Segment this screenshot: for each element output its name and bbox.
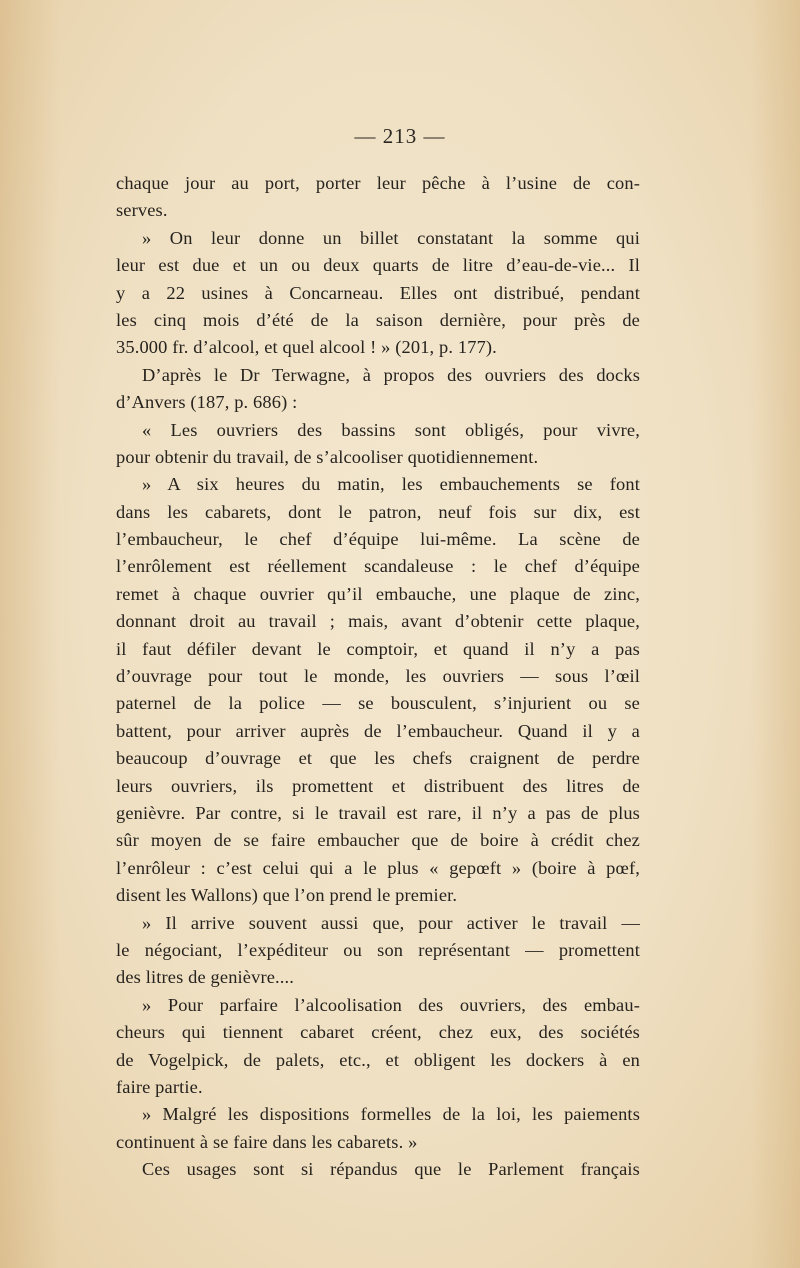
text-line: d’ouvrage pour tout le monde, les ouvriers — sous l’œil — [116, 666, 640, 687]
text-line: faire partie. — [116, 1076, 203, 1097]
text-line: pour obtenir du travail, de s’alcooliser quotidiennement. — [116, 446, 539, 467]
text-line: paternel de la police — se bousculent, s’injurient ou se — [116, 693, 640, 714]
text-line: genièvre. Par contre, si le travail est rare, il n’y a pas de plus — [116, 802, 640, 823]
text-line: les cinq mois d’été de la saison dernière, pour près de — [116, 309, 640, 330]
text-line: leur est due et un ou deux quarts de litre d’eau-de-vie... Il — [116, 255, 640, 276]
text-line: de Vogelpick, de palets, etc., et obligent les dockers à en — [116, 1049, 640, 1070]
text-line: serves. — [116, 200, 168, 221]
text-line: » Il arrive souvent aussi que, pour activer le travail — — [142, 912, 640, 933]
text-line: donnant droit au travail ; mais, avant d’obtenir cette plaque, — [116, 611, 640, 632]
page-edge-right — [750, 0, 800, 1268]
text-line: » Pour parfaire l’alcoolisation des ouvriers, des embau- — [142, 994, 640, 1015]
text-line: Ces usages sont si répandus que le Parlement français — [142, 1159, 640, 1180]
text-line: d’Anvers (187, p. 686) : — [116, 392, 298, 413]
text-line: sûr moyen de se faire embaucher que de boire à crédit chez — [116, 830, 640, 851]
text-line: il faut défiler devant le comptoir, et quand il n’y a pas — [116, 638, 640, 659]
text-line: chaque jour au port, porter leur pêche à l’usine de con- — [116, 173, 640, 193]
text-line: le négociant, l’expéditeur ou son représentant — promettent — [116, 939, 640, 960]
text-line: des litres de genièvre.... — [116, 967, 295, 988]
text-line: leurs ouvriers, ils promettent et distribuent des litres de — [116, 775, 640, 796]
text-line: cheurs qui tiennent cabaret créent, chez eux, des sociétés — [116, 1022, 640, 1043]
text-line: l’enrôlement est réellement scandaleuse : le chef d’équipe — [116, 556, 640, 577]
page-number: — 213 — — [354, 124, 446, 148]
text-line: l’enrôleur : c’est celui qui a le plus « gepœft » (boire à pœf, — [116, 857, 640, 878]
text-line: beaucoup d’ouvrage et que les chefs craignent de perdre — [116, 748, 640, 769]
text-line: « Les ouvriers des bassins sont obligés, pour vivre, — [142, 419, 640, 440]
text-line: battent, pour arriver auprès de l’embaucheur. Quand il y a — [116, 720, 640, 741]
text-line: » Malgré les dispositions formelles de la loi, les paiements — [142, 1104, 640, 1125]
text-line: » On leur donne un billet constatant la somme qui — [142, 227, 640, 248]
text-line: y a 22 usines à Concarneau. Elles ont distribué, pendant — [116, 282, 640, 303]
text-line: » A six heures du matin, les embauchements se font — [142, 474, 640, 495]
text-line: remet à chaque ouvrier qu’il embauche, une plaque de zinc, — [116, 583, 640, 604]
body-text — [116, 170, 640, 1183]
text-line: continuent à se faire dans les cabarets. » — [116, 1131, 418, 1152]
text-line: l’embaucheur, le chef d’équipe lui-même. La scène de — [116, 529, 640, 550]
page-edge-left — [0, 0, 60, 1268]
text-line: disent les Wallons) que l’on prend le premier. — [116, 885, 458, 906]
text-line: 35.000 fr. d’alcool, et quel alcool ! » (201, p. 177). — [116, 337, 497, 358]
text-line: D’après le Dr Terwagne, à propos des ouvriers des docks — [142, 364, 640, 385]
text-line: dans les cabarets, dont le patron, neuf fois sur dix, est — [116, 501, 640, 522]
